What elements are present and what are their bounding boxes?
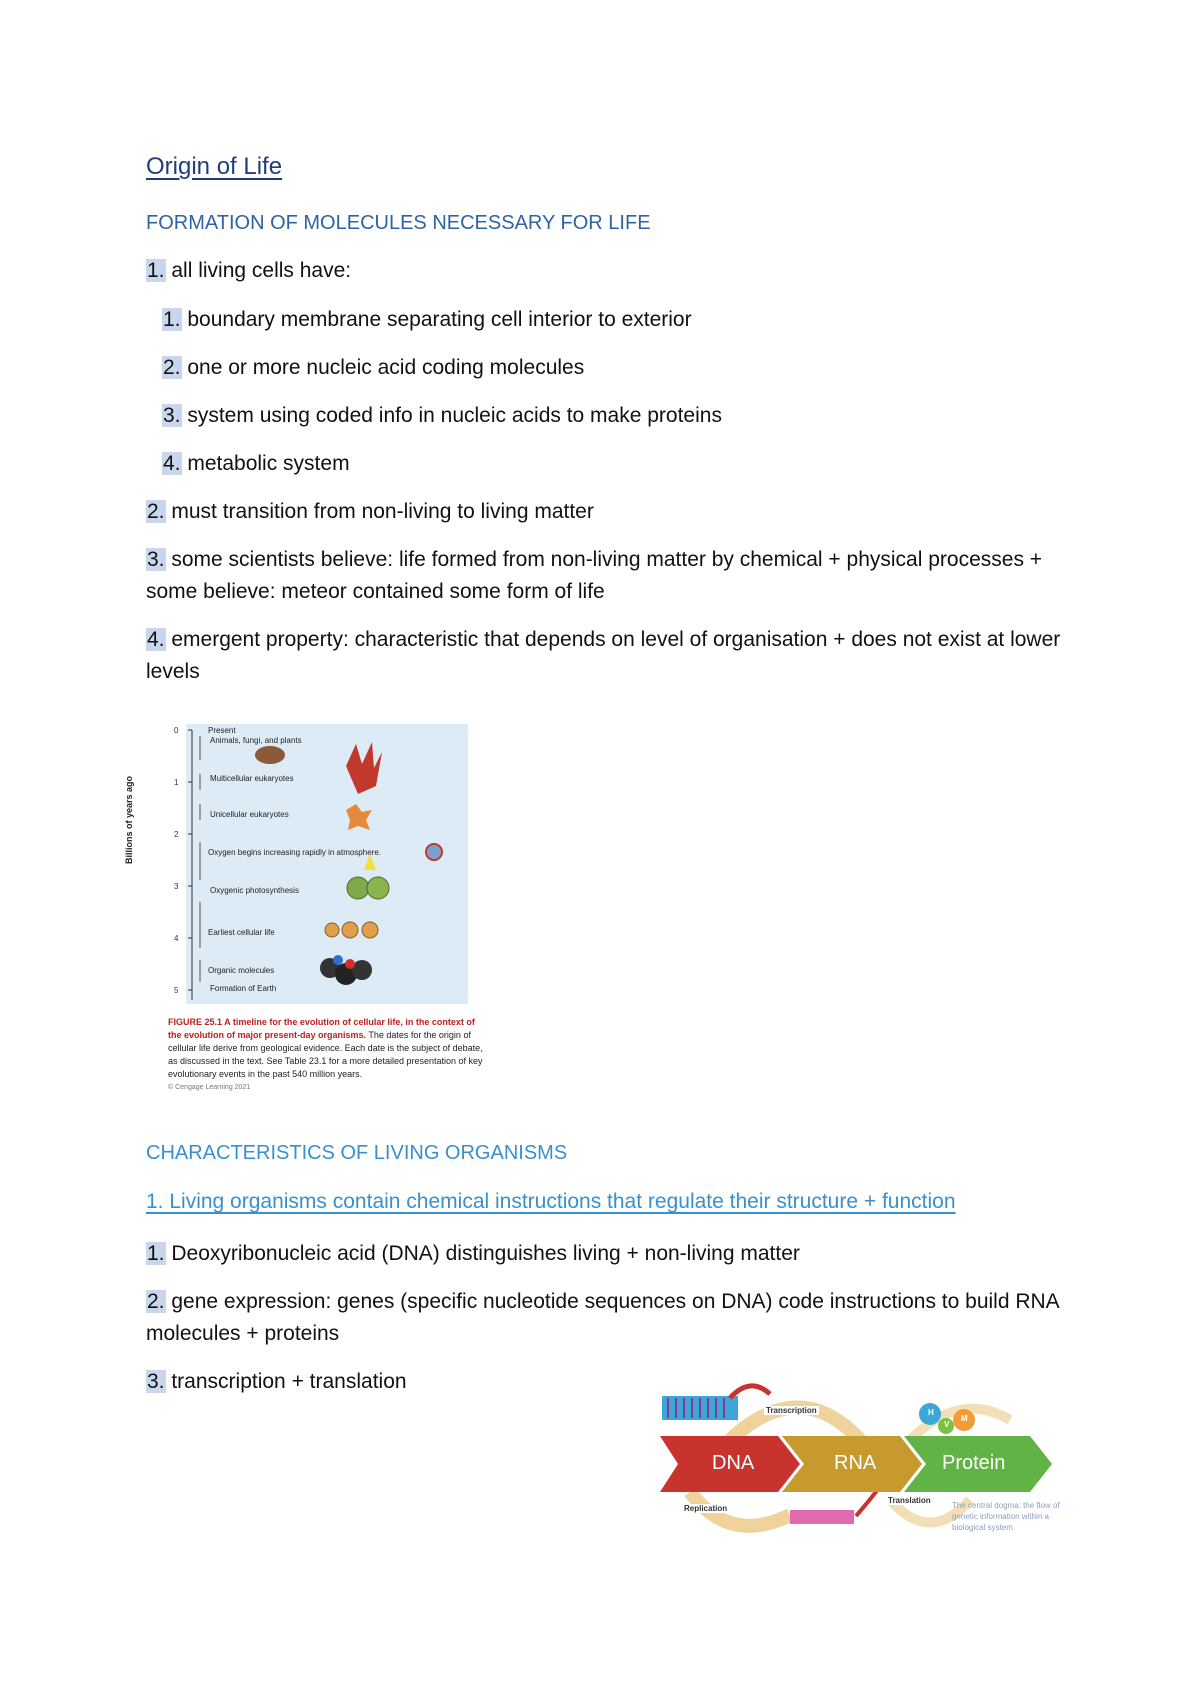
timeline-plot	[186, 724, 468, 1004]
list-item	[162, 448, 350, 480]
axis-tick-label: 4	[174, 934, 179, 943]
page-title: Origin of Life	[146, 153, 283, 180]
caption-bold: FIGURE 25.1 A timeline for the evolution of cellular life, in the context of the evolution of major present-day organisms.	[168, 1017, 475, 1040]
bubble-v: V	[944, 1420, 950, 1429]
item-number: 4.	[163, 452, 181, 475]
item-text: one or more nucleic acid coding molecules	[181, 356, 585, 379]
list-item	[146, 1366, 407, 1398]
protein-label: Protein	[942, 1452, 1006, 1474]
event-label: Formation of Earth	[210, 984, 277, 993]
event-label: Present	[208, 726, 236, 735]
item-number: 1.	[147, 1242, 165, 1265]
item-number: 4.	[147, 628, 165, 651]
bubble-m: M	[961, 1414, 968, 1423]
section-heading-characteristics: CHARACTERISTICS OF LIVING ORGANISMS	[146, 1142, 568, 1164]
axis-tick-label: 2	[174, 830, 179, 839]
list-item	[146, 624, 1066, 688]
timeline-figure	[124, 724, 488, 1099]
subheading-link[interactable]: 1. Living organisms contain chemical instructions that regulate their structure + function	[146, 1190, 956, 1213]
item-text: Deoxyribonucleic acid (DNA) distinguishes living + non-living matter	[165, 1242, 800, 1265]
bubble-h: H	[928, 1408, 934, 1417]
axis-tick-label: 3	[174, 882, 179, 891]
item-number: 3.	[147, 1370, 165, 1393]
item-number: 2.	[147, 1290, 165, 1313]
list-item	[162, 400, 722, 432]
item-text: metabolic system	[181, 452, 350, 475]
axis-tick-label: 0	[174, 726, 179, 735]
figure-caption	[168, 1016, 488, 1081]
item-text: system using coded info in nucleic acids to make proteins	[181, 404, 722, 427]
item-number: 2.	[163, 356, 181, 379]
rna-label: RNA	[834, 1452, 877, 1474]
central-dogma-caption: The central dogma: the flow of genetic information within a biological system.	[952, 1501, 1060, 1532]
event-label: Unicellular eukaryotes	[210, 810, 289, 819]
item-text: all living cells have:	[165, 259, 352, 282]
transcription-label: Transcription	[766, 1406, 817, 1415]
axis-tick-label: 5	[174, 986, 179, 995]
list-item	[146, 496, 594, 528]
item-number: 1.	[147, 259, 165, 282]
item-text: gene expression: genes (specific nucleotide sequences on DNA) code instructions to build RNA molecules + proteins	[146, 1290, 1059, 1345]
item-text: emergent property: characteristic that depends on level of organisation + does not exist at lower levels	[146, 628, 1061, 683]
list-item	[146, 1238, 800, 1270]
list-item	[146, 1286, 1066, 1350]
central-dogma-figure	[660, 1380, 1080, 1550]
section-heading-formation: FORMATION OF MOLECULES NECESSARY FOR LIFE	[146, 212, 651, 234]
replication-label: Replication	[684, 1504, 728, 1513]
event-label: Oxygen begins increasing rapidly in atmosphere.	[208, 848, 381, 857]
translation-label: Translation	[888, 1496, 931, 1505]
timeline-graphics	[186, 724, 468, 1004]
list-item	[162, 352, 584, 384]
event-label: Oxygenic photosynthesis	[210, 886, 299, 895]
caption-text: The dates for the origin of cellular life derive from geological evidence. Each date is the subject of debate, as discussed in the text. See Table 23.1 for a more detailed presentation of key evolutionary events in the past 540 million years.	[168, 1030, 483, 1079]
item-text: transcription + translation	[165, 1370, 407, 1393]
event-label: Multicellular eukaryotes	[210, 774, 294, 783]
item-text: some scientists believe: life formed from non-living matter by chemical + physical processes + some believe: meteor contained some form of life	[146, 548, 1043, 603]
dna-label: DNA	[712, 1452, 755, 1474]
item-number: 2.	[147, 500, 165, 523]
item-number: 1.	[163, 308, 181, 331]
list-item	[146, 255, 351, 287]
list-item	[146, 544, 1066, 608]
list-item	[162, 304, 692, 336]
event-label: Animals, fungi, and plants	[210, 736, 302, 745]
figure-credit: © Cengage Learning 2021	[168, 1084, 251, 1091]
item-text: boundary membrane separating cell interior to exterior	[181, 308, 692, 331]
event-label: Earliest cellular life	[208, 928, 275, 937]
item-text: must transition from non-living to living matter	[165, 500, 594, 523]
axis-tick-label: 1	[174, 778, 179, 787]
item-number: 3.	[147, 548, 165, 571]
event-label: Organic molecules	[208, 966, 275, 975]
y-axis-title: Billions of years ago	[124, 775, 134, 864]
item-number: 3.	[163, 404, 181, 427]
